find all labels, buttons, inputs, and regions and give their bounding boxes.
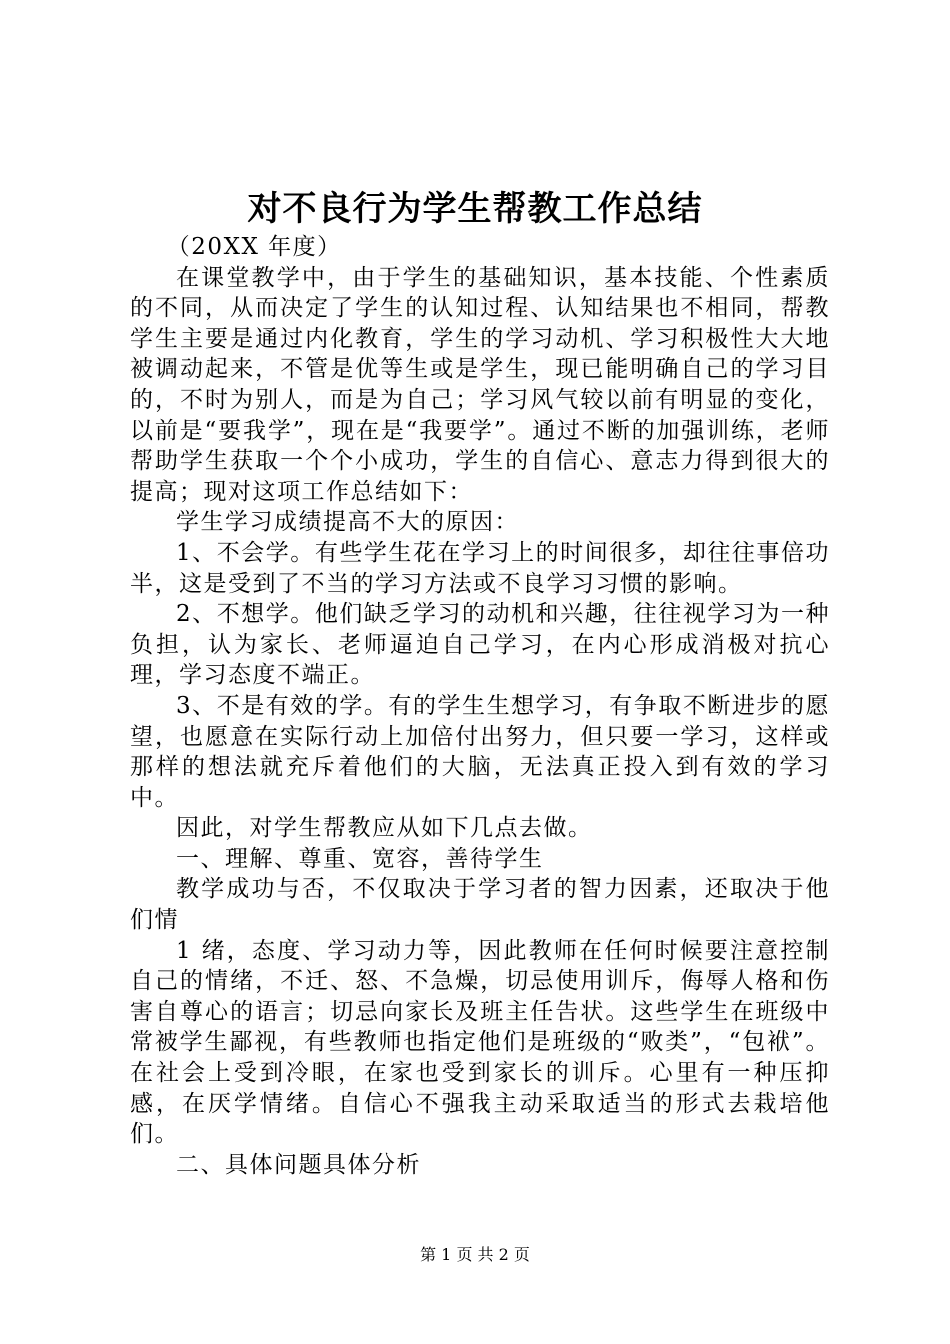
section-heading-1: 一、理解、尊重、宽容，善待学生 bbox=[176, 845, 544, 872]
paragraph-reason-3: 3、不是有效的学。有的学生生想学习，有争取不断进步的愿望，也愿意在实际行动上加倍付出努力，但只要一学习，这样或那样的想法就充斥着他们的大脑，无法真正投入到有效的学习中。 bbox=[130, 692, 830, 811]
paragraph-emotions: 1 绪，态度、学习动力等，因此教师在任何时候要注意控制自己的情绪，不迁、怒、不急燥，切忌使用训斥，侮辱人格和伤害自尊心的语言；切忌向家长及班主任告状。这些学生在班级中常被学生鄙视，有些教师也指定他们是班级的“败类”，“包袱”。在社会上受到冷眼，在家也受到家长的训斥。心里有一种压抑感，在厌学情绪。自信心不强我主动采取适当的形式去栽培他们。 bbox=[130, 937, 830, 1148]
section-heading-2: 二、具体问题具体分析 bbox=[176, 1151, 421, 1178]
paragraph-reason-2: 2、不想学。他们缺乏学习的动机和兴趣，往往视学习为一种负担，认为家长、老师逼迫自己学习，在内心形成消极对抗心理，学习态度不端正。 bbox=[130, 601, 830, 689]
paragraph-reasons-heading: 学生学习成绩提高不大的原因： bbox=[176, 509, 519, 536]
paragraph-therefore: 因此，对学生帮教应从如下几点去做。 bbox=[176, 815, 593, 842]
document-body bbox=[130, 232, 830, 1180]
year-note: （20XX 年度） bbox=[166, 234, 342, 260]
paragraph-reason-1: 1、不会学。有些学生花在学习上的时间很多，却往往事倍功半，这是受到了不当的学习方法或不良学习习惯的影响。 bbox=[130, 539, 830, 597]
paragraph-intro: 在课堂教学中，由于学生的基础知识，基本技能、个性素质的不同，从而决定了学生的认知过程、认知结果也不相同，帮教学生主要是通过内化教育，学生的学习动机、学习积极性大大地被调动起来，不管是优等生或是学生，现已能明确自己的学习目的，不时为别人，而是为自己；学习风气较以前有明显的变化，以前是“要我学”，现在是“我要学”。通过不断的加强训练，老师帮助学生获取一个个小成功，学生的自信心、意志力得到很大的提高；现对这项工作总结如下： bbox=[130, 264, 830, 505]
document-title: 对不良行为学生帮教工作总结 bbox=[247, 189, 703, 229]
page-footer: 第 1 页 共 2 页 bbox=[420, 1245, 530, 1264]
paragraph-teaching-success: 教学成功与否，不仅取决于学习者的智力因素，还取决于他们情 bbox=[130, 876, 830, 934]
